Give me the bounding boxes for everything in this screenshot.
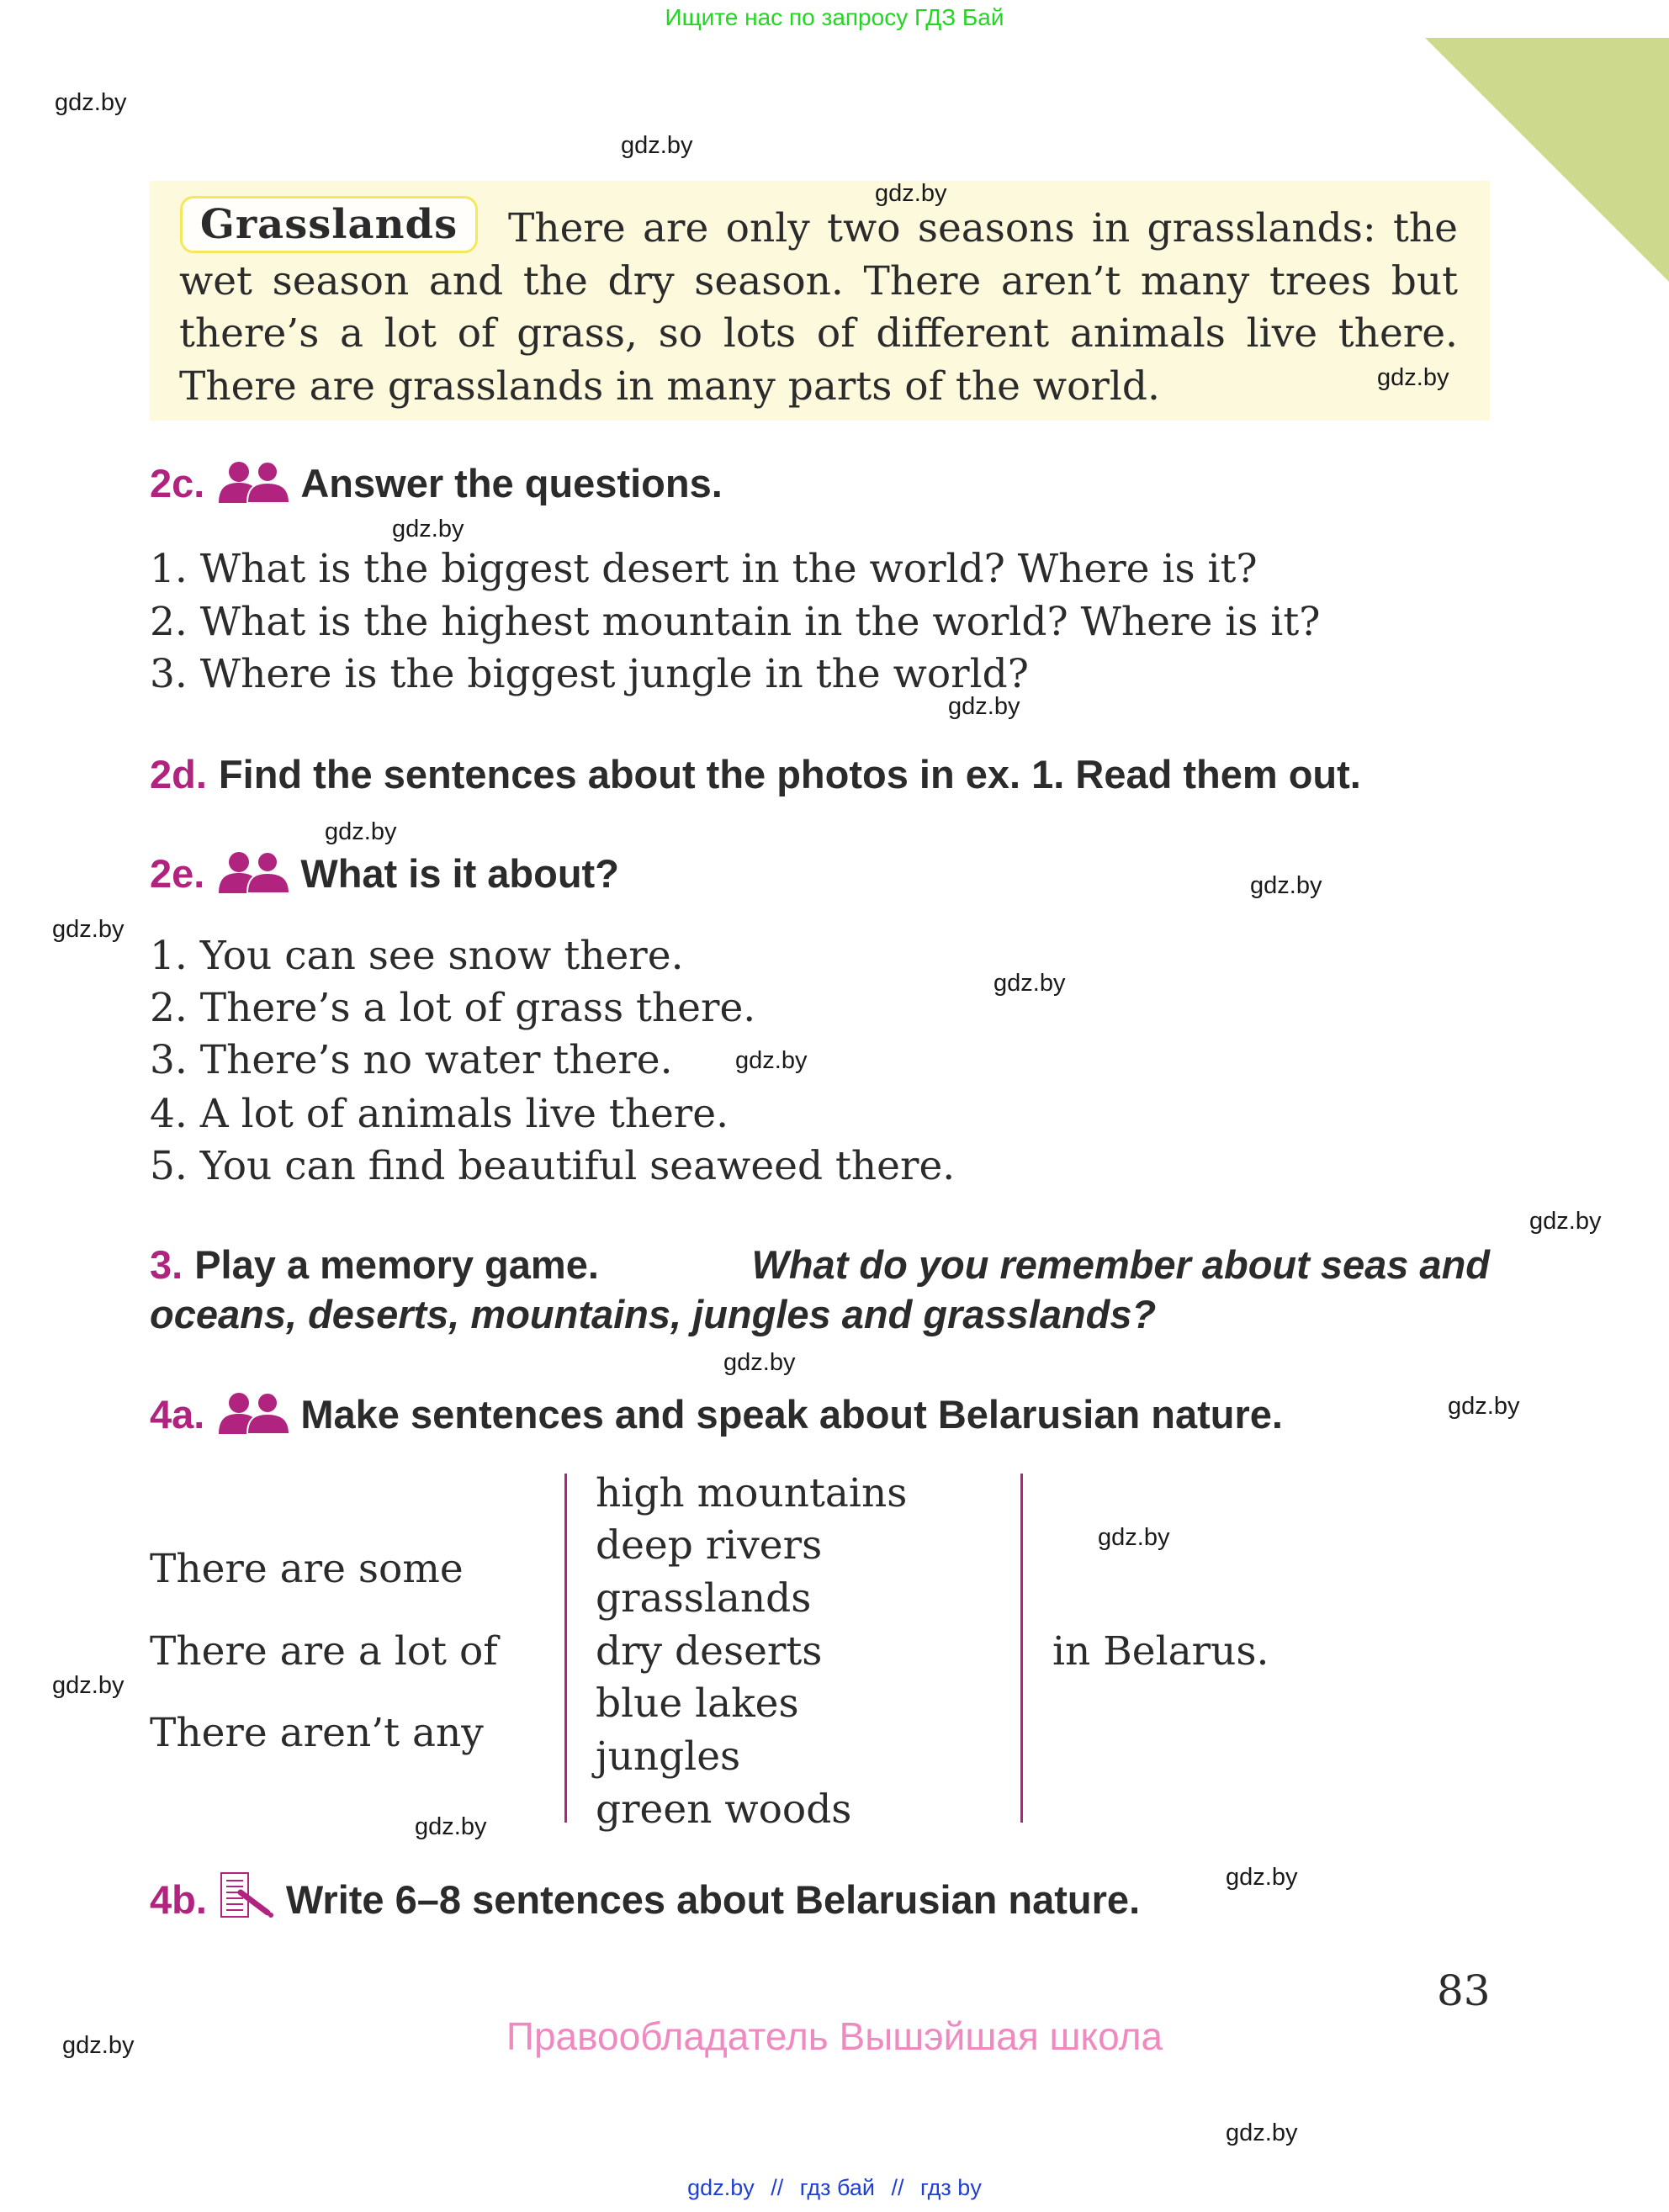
watermark: gdz.by: [52, 916, 125, 943]
exercise-number: 3.: [150, 1242, 183, 1287]
pair-work-icon: [216, 1392, 292, 1434]
watermark: gdz.by: [875, 180, 947, 207]
info-box-title: Grasslands: [180, 196, 478, 253]
exercise-number: 2e.: [150, 851, 205, 896]
exercise-title: Write 6–8 sentences about Belarusian nature.: [285, 1877, 1141, 1922]
exercise-2d-heading: [150, 754, 1361, 794]
watermark: gdz.by: [1377, 364, 1449, 391]
table-starter: There aren’t any: [150, 1710, 484, 1756]
watermark: gdz.by: [993, 970, 1066, 997]
watermark: gdz.by: [1250, 872, 1322, 899]
table-noun: jungles: [596, 1733, 741, 1780]
table-starter: There are a lot of: [150, 1628, 498, 1675]
info-box-line: wet season and the dry season. There aren’t many trees but: [179, 258, 1458, 304]
exercise-question-line2: oceans, deserts, mountains, jungles and grasslands?: [150, 1292, 1157, 1336]
table-noun: high mountains: [596, 1470, 908, 1516]
table-noun: green woods: [596, 1786, 852, 1833]
table-ending: in Belarus.: [1052, 1628, 1269, 1675]
watermark: gdz.by: [415, 1813, 487, 1840]
exercise-number: 4a.: [150, 1392, 205, 1437]
link-gdz-by-cyr[interactable]: гдз by: [920, 2175, 982, 2200]
statement-item: 4. A lot of animals live there.: [150, 1091, 729, 1137]
watermark: gdz.by: [1226, 2119, 1298, 2146]
question-item: 3. Where is the biggest jungle in the world?: [150, 651, 1029, 697]
table-divider: [564, 1474, 567, 1823]
watermark: gdz.by: [1226, 1864, 1298, 1891]
watermark: gdz.by: [52, 1672, 125, 1699]
exercise-title: What is it about?: [300, 851, 619, 896]
exercise-4b-heading: [150, 1871, 1141, 1922]
statement-item: 5. You can find beautiful seaweed there.: [150, 1143, 956, 1189]
exercise-question: What do you remember about seas and: [751, 1242, 1490, 1287]
table-starter: There are some: [150, 1546, 464, 1592]
table-noun: grasslands: [596, 1575, 812, 1622]
table-noun: dry deserts: [596, 1628, 823, 1675]
statement-item: 3. There’s no water there.: [150, 1037, 673, 1083]
exercise-2c-heading: [150, 461, 723, 503]
pair-work-icon: [216, 851, 292, 893]
statement-item: 1. You can see snow there.: [150, 933, 684, 979]
watermark: gdz.by: [1098, 1524, 1170, 1551]
watermark: gdz.by: [392, 516, 464, 542]
watermark: gdz.by: [735, 1047, 808, 1074]
link-gdz-by[interactable]: gdz.by: [687, 2175, 755, 2200]
exercise-number: 2d.: [150, 752, 207, 796]
watermark: gdz.by: [948, 693, 1020, 720]
exercise-3-heading: [150, 1242, 1490, 1287]
writing-icon: [219, 1871, 276, 1919]
link-gdz-bai[interactable]: гдз бай: [799, 2175, 875, 2200]
table-noun: blue lakes: [596, 1680, 799, 1727]
watermark: gdz.by: [325, 818, 397, 845]
info-box-line: There are grasslands in many parts of the world.: [179, 363, 1160, 410]
question-item: 2. What is the highest mountain in the world? Where is it?: [150, 599, 1321, 645]
top-banner: Ищите нас по запросу ГДЗ Бай: [665, 4, 1004, 30]
exercise-number: 2c.: [150, 461, 205, 505]
exercise-title: Make sentences and speak about Belarusian nature.: [300, 1392, 1283, 1437]
exercise-title: Play a memory game.: [194, 1242, 599, 1287]
pair-work-icon: [216, 461, 292, 503]
table-noun: deep rivers: [596, 1522, 823, 1569]
statement-item: 2. There’s a lot of grass there.: [150, 985, 756, 1031]
info-box-line: There are only two seasons in grasslands: the: [508, 205, 1458, 251]
watermark: gdz.by: [1448, 1393, 1520, 1420]
exercise-4a-heading: [150, 1392, 1283, 1437]
exercise-title: Answer the questions.: [300, 461, 723, 505]
link-separator: //: [891, 2175, 904, 2200]
exercise-number: 4b.: [150, 1877, 207, 1922]
copyright-notice: Правообладатель Вышэйшая школа: [506, 2014, 1163, 2058]
watermark: gdz.by: [1529, 1208, 1602, 1235]
question-item: 1. What is the biggest desert in the world? Where is it?: [150, 546, 1258, 592]
bottom-links: [0, 2177, 1669, 2199]
page-number: 83: [1437, 1966, 1491, 2015]
table-divider: [1020, 1474, 1023, 1823]
watermark: gdz.by: [621, 132, 693, 159]
watermark: gdz.by: [55, 89, 127, 116]
info-box-line: there’s a lot of grass, so lots of different animals live there.: [179, 310, 1458, 357]
link-separator: //: [771, 2175, 784, 2200]
exercise-title: Find the sentences about the photos in ex. 1. Read them out.: [218, 752, 1361, 796]
exercise-2e-heading: [150, 851, 619, 896]
watermark: gdz.by: [62, 2032, 135, 2059]
watermark: gdz.by: [723, 1349, 796, 1376]
